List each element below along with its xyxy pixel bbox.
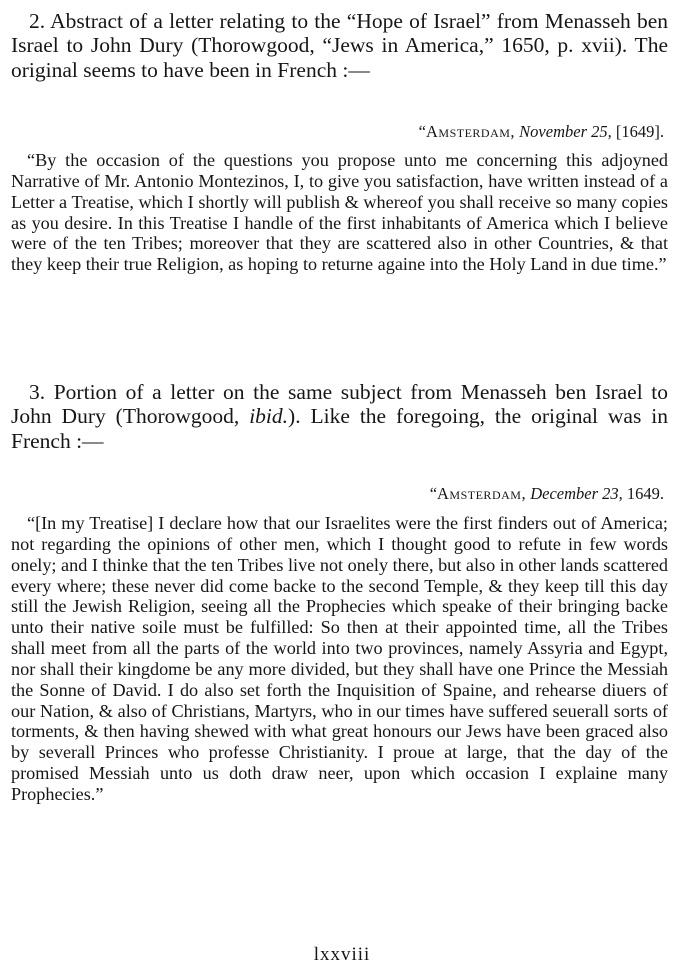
dateline-date: November 25, xyxy=(519,122,612,141)
dateline-year: 1649. xyxy=(626,484,664,503)
dateline-place: Amsterdam, xyxy=(437,484,527,503)
section-3-letter-body: “[In my Treatise] I declare how that our Israelites were the first finders out of America; not regarding the opinions of other men, which I thought good to refute in few words onely; and I thinke that the ten Tribes live not onely there, but also in other lands scattered every where; these never did come backe to the second Temple, & they keep till this day still the Jewish Religion, seeing all the Prophecies which speake of their bringing backe unto their native soile must be fulfilled: So then at their appointed time, all the Tribes shall meet from all the parts of the world into two provinces, namely Assyria and Egypt, nor shall their kingdome be any more divided, but they shall have one Prince the Messiah the Sonne of David. I do also set forth the Inquisition of Spaine, and rehearse diuers of our Nation, & also of Christians, Martyrs, who in our times have suffered seuerall sorts of torments, & then having shewed with what great honours our Jews have been graced also by severall Princes who professe Christianity. I proue at large, that the day of the promised Messiah unto us doth draw neer, upon which occasion I explaine many Prophecies.” xyxy=(11,513,668,804)
section-2-dateline xyxy=(419,122,664,142)
section-2-heading-text: 2. Abstract of a letter relating to the “Hope of Israel” from Menasseh ben Israel to John Dury (Thorowgood, “Jews in America,” 1650, p. xvii). The original seems to have been in French :— xyxy=(11,9,668,82)
dateline-place: Amsterdam, xyxy=(425,122,516,141)
section-3-heading xyxy=(11,380,668,453)
section-2-letter-body: “By the occasion of the questions you propose unto me concerning this adjoyned Narrative of Mr. Antonio Montezinos, I, to give you satisfaction, have written instead of a Letter a Treatise, which I shortly will publish & whereof you shall receive so many copies as you desire. In this Treatise I handle of the first inhabitants of America which I believe were of the ten Tribes; moreover that they are scattered also in other Countries, & that they keep their true Religion, as hoping to returne againe into the Holy Land in due time.” xyxy=(11,150,668,275)
section-3-heading-text-end: ). Like the foregoing, the original was in French :— xyxy=(11,404,668,453)
section-2-letter-text xyxy=(11,150,668,275)
dateline-open-quote: “ xyxy=(429,484,438,503)
section-3-heading-italic: ibid. xyxy=(249,404,289,429)
section-3-letter-text xyxy=(11,513,668,805)
dateline-date: December 23, xyxy=(530,484,623,503)
page-number: lxxviii xyxy=(313,944,371,965)
section-2-heading xyxy=(11,9,668,82)
dateline-year: [1649]. xyxy=(615,122,664,141)
dateline-open-quote: “ xyxy=(418,122,426,141)
section-3-heading-text: 3. Portion of a letter on the same subject from Menasseh ben Israel to John Dury (Thorowgood, xyxy=(11,380,668,429)
section-3-dateline xyxy=(430,484,664,504)
